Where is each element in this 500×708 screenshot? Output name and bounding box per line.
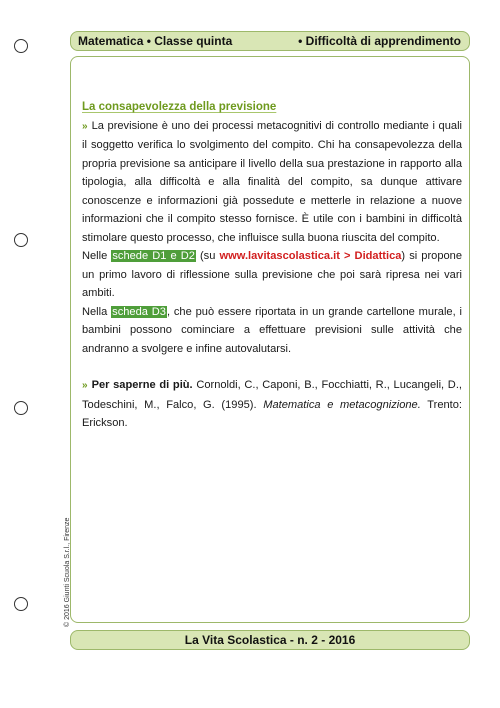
reference-authors: Cornoldi, C., Caponi, B., Focchiatti, R., Lucangeli, D., Todeschini, M., Falco, G. (1995). bbox=[82, 379, 462, 411]
reference-publisher: Trento: Erickson. bbox=[82, 398, 462, 429]
article-body bbox=[82, 98, 462, 433]
paragraph-scheda-d3: Nella scheda D3, che può essere riportata in un grande cartellone murale, i bambini possono cominciare a effettuare previsioni sulle attività che andranno a svolgere e infine autovalutarsi. bbox=[82, 305, 462, 355]
page-header bbox=[70, 31, 470, 51]
copyright-note: © 2016 Giunti Scuola S.r.l., Firenze bbox=[64, 517, 71, 627]
header-subject: Matematica • Classe quinta bbox=[78, 34, 233, 48]
reference-title: Matematica e metacognizione. bbox=[263, 398, 421, 411]
schede-d1-d2-highlight: schede D1 e D2 bbox=[112, 250, 195, 262]
binder-hole-2 bbox=[14, 233, 28, 247]
footer-text: La Vita Scolastica - n. 2 - 2016 bbox=[184, 633, 356, 647]
page-footer bbox=[70, 630, 470, 650]
spacer bbox=[82, 358, 462, 376]
reference-paragraph bbox=[82, 376, 462, 433]
paragraph-previsione-text: La previsione è uno dei processi metacognitivi di controllo mediante i quali il soggetto verifica lo svolgimento del compito. Chi ha consapevolezza della propria previsione sa anticipare il livello della sua prestazione in rapporto alla tipologia, alla difficoltà e alla finalità del compito, sa dunque attivare conoscenze e informazioni già possedute e metterle in relazione a nuove informazioni che il compito stesso fornisce. È utile con i bambini in difficoltà stimolare questo processo, che influisce sulla buona riuscita del compito. bbox=[82, 119, 462, 244]
bullet-icon: » bbox=[82, 120, 88, 132]
binder-hole-3 bbox=[14, 401, 28, 415]
scheda-d3-highlight: scheda D3 bbox=[112, 305, 166, 318]
header-topic: • Difficoltà di apprendimento bbox=[298, 34, 461, 48]
reference-label: Per saperne di più. bbox=[91, 379, 193, 391]
paragraph-schede-d1-d2: Nelle schede D1 e D2 (su www.lavitascolastica.it > Didattica) si propone un primo lavoro di riflessione sulla previsione che poi sarà ripresa nei vari ambiti. bbox=[82, 250, 462, 299]
binder-hole-1 bbox=[14, 39, 28, 53]
lavitascolastica-link[interactable]: www.lavitascolastica.it > Didattica bbox=[219, 250, 402, 262]
bullet-icon: » bbox=[82, 380, 88, 391]
article-heading: La consapevolezza della previsione bbox=[82, 101, 277, 113]
binder-hole-4 bbox=[14, 597, 28, 611]
paragraph-previsione bbox=[82, 117, 462, 248]
